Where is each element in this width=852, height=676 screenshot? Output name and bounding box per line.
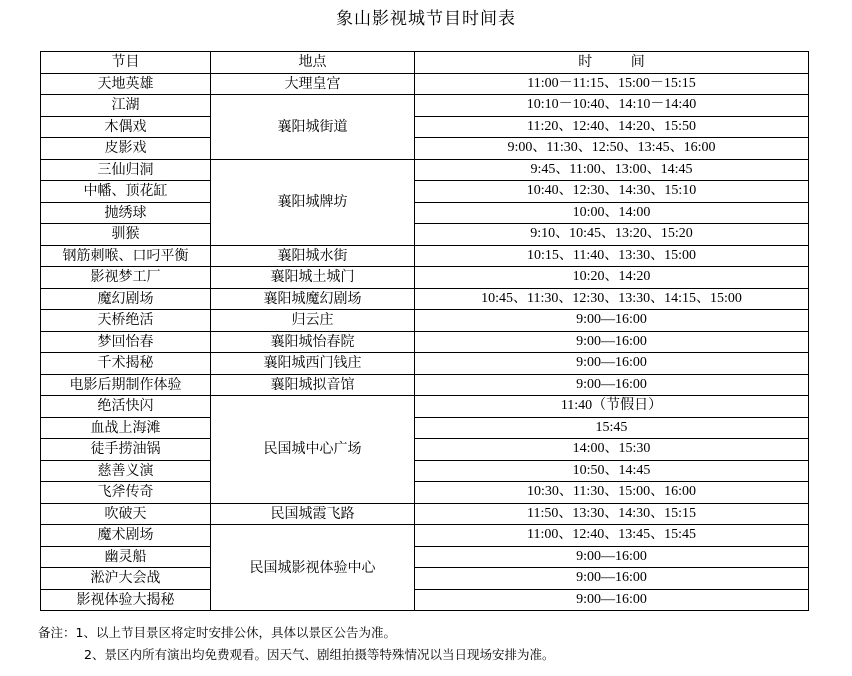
page-title: 象山影视城节目时间表 — [336, 9, 516, 29]
program-cell: 江湖 — [41, 95, 211, 117]
time-cell: 10:00、14:00 — [415, 202, 809, 224]
table-row — [41, 116, 809, 138]
table-row — [41, 374, 809, 396]
program-cell: 天地英雄 — [41, 73, 211, 95]
column-header-time-label: 时 间 — [578, 54, 645, 71]
time-cell: 9:10、10:45、13:20、15:20 — [415, 224, 809, 246]
time-cell: 9:00—16:00 — [415, 374, 809, 396]
program-cell: 吹破天 — [41, 503, 211, 525]
table-row — [41, 245, 809, 267]
location-cell: 襄阳城怡春院 — [211, 331, 415, 353]
table-row — [41, 525, 809, 547]
time-cell: 11:40（节假日） — [415, 396, 809, 418]
table-row — [41, 95, 809, 117]
location-cell: 襄阳城西门钱庄 — [211, 353, 415, 375]
time-cell: 9:00—16:00 — [415, 568, 809, 590]
program-cell: 三仙归洞 — [41, 159, 211, 181]
table-row — [41, 310, 809, 332]
time-cell: 11:00、12:40、13:45、15:45 — [415, 525, 809, 547]
program-cell: 飞斧传奇 — [41, 482, 211, 504]
time-cell: 11:50、13:30、14:30、15:15 — [415, 503, 809, 525]
location-cell: 归云庄 — [211, 310, 415, 332]
program-cell: 淞沪大会战 — [41, 568, 211, 590]
time-cell: 11:20、12:40、14:20、15:50 — [415, 116, 809, 138]
location-cell: 襄阳城水街 — [211, 245, 415, 267]
program-cell: 千术揭秘 — [41, 353, 211, 375]
table-row — [41, 353, 809, 375]
location-cell: 民国城霞飞路 — [211, 503, 415, 525]
table-row — [41, 546, 809, 568]
location-cell: 襄阳城街道 — [211, 95, 415, 160]
table-row — [41, 202, 809, 224]
time-cell: 9:00—16:00 — [415, 589, 809, 611]
table-row — [41, 568, 809, 590]
program-cell: 绝活快闪 — [41, 396, 211, 418]
time-cell: 9:00—16:00 — [415, 546, 809, 568]
program-cell: 电影后期制作体验 — [41, 374, 211, 396]
program-cell: 皮影戏 — [41, 138, 211, 160]
table-row — [41, 138, 809, 160]
table-row — [41, 224, 809, 246]
table-row — [41, 288, 809, 310]
time-cell: 14:00、15:30 — [415, 439, 809, 461]
time-cell: 10:40、12:30、14:30、15:10 — [415, 181, 809, 203]
table-row — [41, 267, 809, 289]
column-header-location: 地点 — [211, 52, 415, 74]
notes — [38, 622, 838, 666]
table-row — [41, 159, 809, 181]
program-cell: 影视体验大揭秘 — [41, 589, 211, 611]
location-cell: 襄阳城牌坊 — [211, 159, 415, 245]
program-cell: 木偶戏 — [41, 116, 211, 138]
time-cell: 9:45、11:00、13:00、14:45 — [415, 159, 809, 181]
location-cell: 襄阳城魔幻剧场 — [211, 288, 415, 310]
time-cell: 9:00—16:00 — [415, 310, 809, 332]
program-cell: 驯猴 — [41, 224, 211, 246]
time-cell: 9:00—16:00 — [415, 331, 809, 353]
time-cell: 10:15、11:40、13:30、15:00 — [415, 245, 809, 267]
note-line-1: 备注：1、以上节目景区将定时安排公休，具体以景区公告为准。 — [38, 625, 396, 640]
program-cell: 魔幻剧场 — [41, 288, 211, 310]
table-row — [41, 460, 809, 482]
time-cell: 10:50、14:45 — [415, 460, 809, 482]
program-cell: 徒手捞油锅 — [41, 439, 211, 461]
program-cell: 中幡、顶花缸 — [41, 181, 211, 203]
program-cell: 梦回怡春 — [41, 331, 211, 353]
location-cell: 襄阳城土城门 — [211, 267, 415, 289]
table-row — [41, 73, 809, 95]
table-row — [41, 439, 809, 461]
program-cell: 慈善义演 — [41, 460, 211, 482]
table-row — [41, 503, 809, 525]
note-line-2: 2、景区内所有演出均免费观看。因天气、剧组拍摄等特殊情况以当日现场安排为准。 — [84, 647, 555, 662]
time-cell: 10:20、14:20 — [415, 267, 809, 289]
table-row — [41, 331, 809, 353]
location-cell: 襄阳城拟音馆 — [211, 374, 415, 396]
table-row — [41, 482, 809, 504]
location-cell: 大理皇宫 — [211, 73, 415, 95]
location-cell: 民国城影视体验中心 — [211, 525, 415, 611]
program-cell: 魔术剧场 — [41, 525, 211, 547]
table-row — [41, 589, 809, 611]
program-cell: 血战上海滩 — [41, 417, 211, 439]
program-cell: 钢筋刺喉、口叼平衡 — [41, 245, 211, 267]
program-cell: 影视梦工厂 — [41, 267, 211, 289]
program-cell: 抛绣球 — [41, 202, 211, 224]
schedule-table — [40, 51, 809, 611]
time-cell: 15:45 — [415, 417, 809, 439]
time-cell: 9:00、11:30、12:50、13:45、16:00 — [415, 138, 809, 160]
time-cell: 9:00—16:00 — [415, 353, 809, 375]
table-row — [41, 417, 809, 439]
column-header-program: 节目 — [41, 52, 211, 74]
table-row — [41, 181, 809, 203]
time-cell: 10:10－10:40、14:10－14:40 — [415, 95, 809, 117]
column-header-time — [415, 52, 809, 74]
time-cell: 11:00－11:15、15:00－15:15 — [415, 73, 809, 95]
program-cell: 天桥绝活 — [41, 310, 211, 332]
time-cell: 10:45、11:30、12:30、13:30、14:15、15:00 — [415, 288, 809, 310]
table-header-row — [41, 52, 809, 74]
location-cell: 民国城中心广场 — [211, 396, 415, 504]
time-cell: 10:30、11:30、15:00、16:00 — [415, 482, 809, 504]
program-cell: 幽灵船 — [41, 546, 211, 568]
table-row — [41, 396, 809, 418]
